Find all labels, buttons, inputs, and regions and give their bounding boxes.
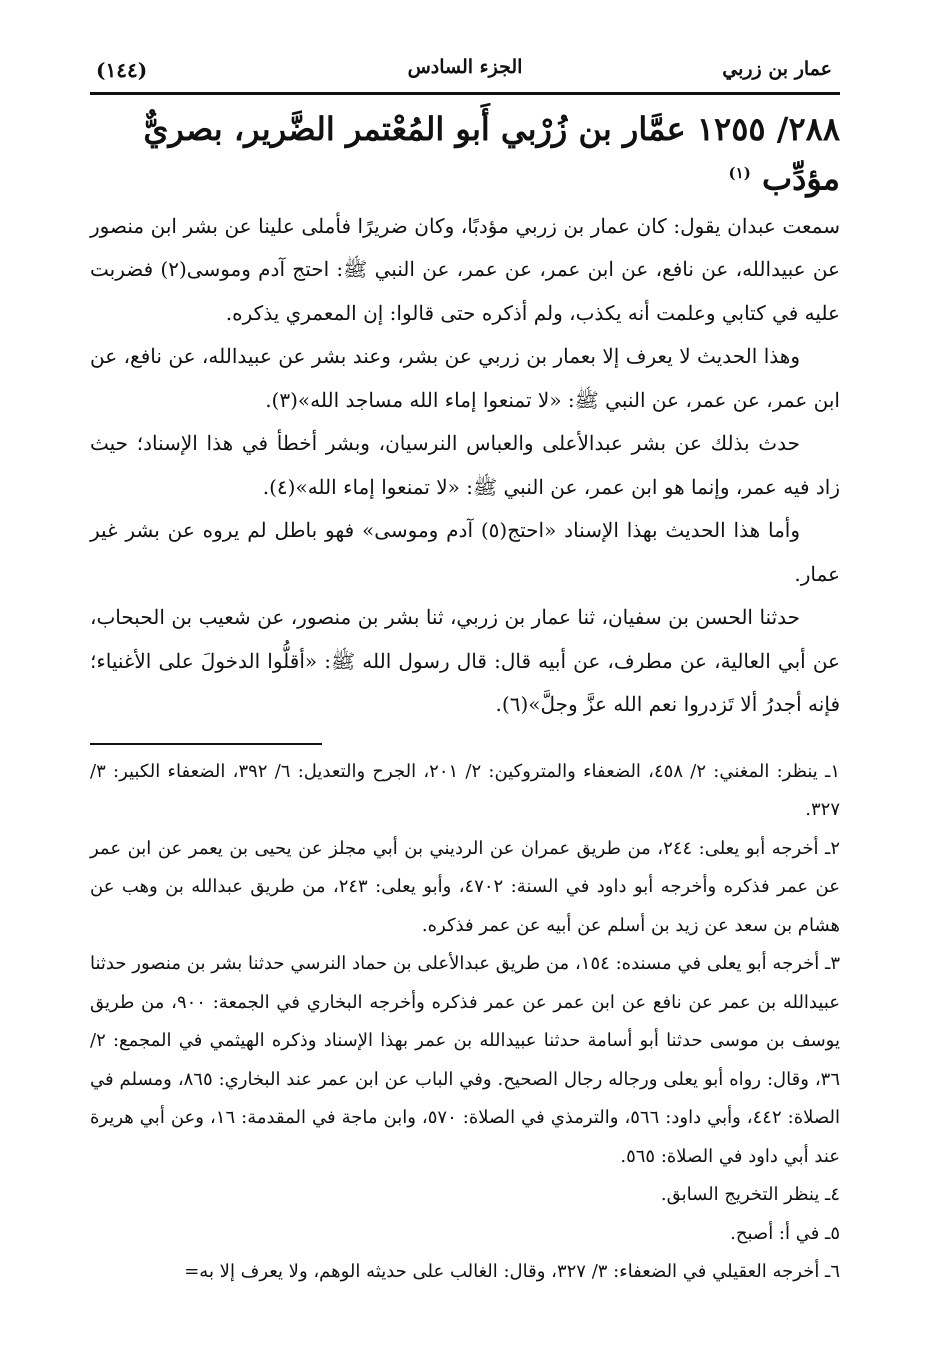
footnote: ٦ـ أخرجه العقيلي في الضعفاء: ٣/ ٣٢٧، وقال: الغالب على حديثه الوهم، ولا يعرف إلا به=: [184, 1261, 840, 1283]
paragraph: حدث بذلك عن بشر عبدالأعلى والعباس النرسيان، وبشر أخطأ في هذا الإسناد؛ حيث زاد فيه عمر، وإنما هو ابن عمر، عن النبي ﷺ: «لا تمنعوا إماء الله»(٤).: [90, 431, 840, 499]
footnote: ١ـ ينظر: المغني: ٢/ ٤٥٨، الضعفاء والمتروكين: ٢/ ٢٠١، الجرح والتعديل: ٦/ ٣٩٢، الضعفاء الكبير: ٣/ ٣٢٧.: [90, 760, 841, 821]
running-header: [90, 48, 840, 95]
running-title: عمار بن زربي: [722, 58, 832, 80]
footnote-separator: [90, 743, 322, 745]
entry-title: ٢٨٨/ ١٢٥٥ عمَّار بن زُرْبي أَبو المُعْتمر الضَّرير، بصريٌّ مؤدِّب: [143, 110, 840, 198]
book-page: [90, 48, 840, 1292]
paragraph: وأما هذا الحديث بهذا الإسناد «احتج(٥) آدم وموسى» فهو باطل لم يروه عن بشر غير عمار.: [90, 518, 840, 586]
entry-footnote-ref: (١): [728, 164, 751, 182]
entry-heading: [90, 107, 840, 201]
paragraph: سمعت عبدان يقول: كان عمار بن زربي مؤدبًا، وكان ضريرًا فأملى علينا عن بشر ابن منصور عن عبيدالله، عن نافع، عن ابن عمر، عن عمر، عن النبي ﷺ: احتج آدم وموسى(٢) فضربت عليه في كتابي وعلمت أنه يكذب، ولم أذكره حتى قالوا: إن المعمري يذكره.: [90, 213, 840, 325]
body-text: [90, 205, 840, 727]
footnote: ٢ـ أخرجه أبو يعلى: ٢٤٤، من طريق عمران عن الرديني بن أبي مجلز عن يحيى بن يعمر عن ابن عمر عن عمر فذكره وأخرجه أبو داود في السنة: ٤٧٠٢، وأبو يعلى: ٢٤٣، من طريق عبدالله بن وهب عن هشام بن سعد عن زيد بن أسلم عن أبيه عن عمر فذكره.: [90, 837, 841, 936]
footnote: ٤ـ ينظر التخريج السابق.: [660, 1184, 840, 1206]
volume-label: الجزء السادس: [407, 56, 523, 78]
footnote: ٣ـ أخرجه أبو يعلى في مسنده: ١٥٤، من طريق عبدالأعلى بن حماد النرسي حدثنا بشر بن منصور حدثنا عبيدالله بن عمر عن نافع عن ابن عمر عن عمر فذكره وأخرجه البخاري في الجمعة: ٩٠٠، من طريق يوسف بن موسى حدثنا أبو أسامة حدثنا عبيدالله بن عمر بهذا الإسناد وذكره الهيثمي في المجمع: ٢/ ٣٦، وقال: رواه أبو يعلى ورجاله رجال الصحيح. وفي الباب عن ابن عمر عند البخاري: ٨٦٥، ومسلم في الصلاة: ٤٤٢، وأبي داود: ٥٦٦، والترمذي في الصلاة: ٥٧٠، وابن ماجة في المقدمة: ١٦، وعن أبي هريرة عند أبي داود في الصلاة: ٥٦٥.: [90, 953, 840, 1167]
paragraph: حدثنا الحسن بن سفيان، ثنا عمار بن زربي، ثنا بشر بن منصور، عن شعيب بن الحبحاب، عن أبي العالية، عن مطرف، عن أبيه قال: قال رسول الله ﷺ: «أقلُّوا الدخولَ على الأغنياء؛ فإنه أجدرُ ألا تَزدروا نعم الله عزَّ وجلَّ»(٦).: [90, 605, 840, 717]
footnotes: [90, 753, 840, 1292]
footnote: ٥ـ في أ: أصبح.: [730, 1222, 840, 1244]
page-number: (١٤٤): [96, 58, 148, 82]
paragraph: وهذا الحديث لا يعرف إلا بعمار بن زربي عن بشر، وعند بشر عن عبيدالله، عن نافع، عن ابن عمر، عن عمر، عن النبي ﷺ: «لا تمنعوا إماء الله مساجد الله»(٣).: [90, 344, 840, 412]
